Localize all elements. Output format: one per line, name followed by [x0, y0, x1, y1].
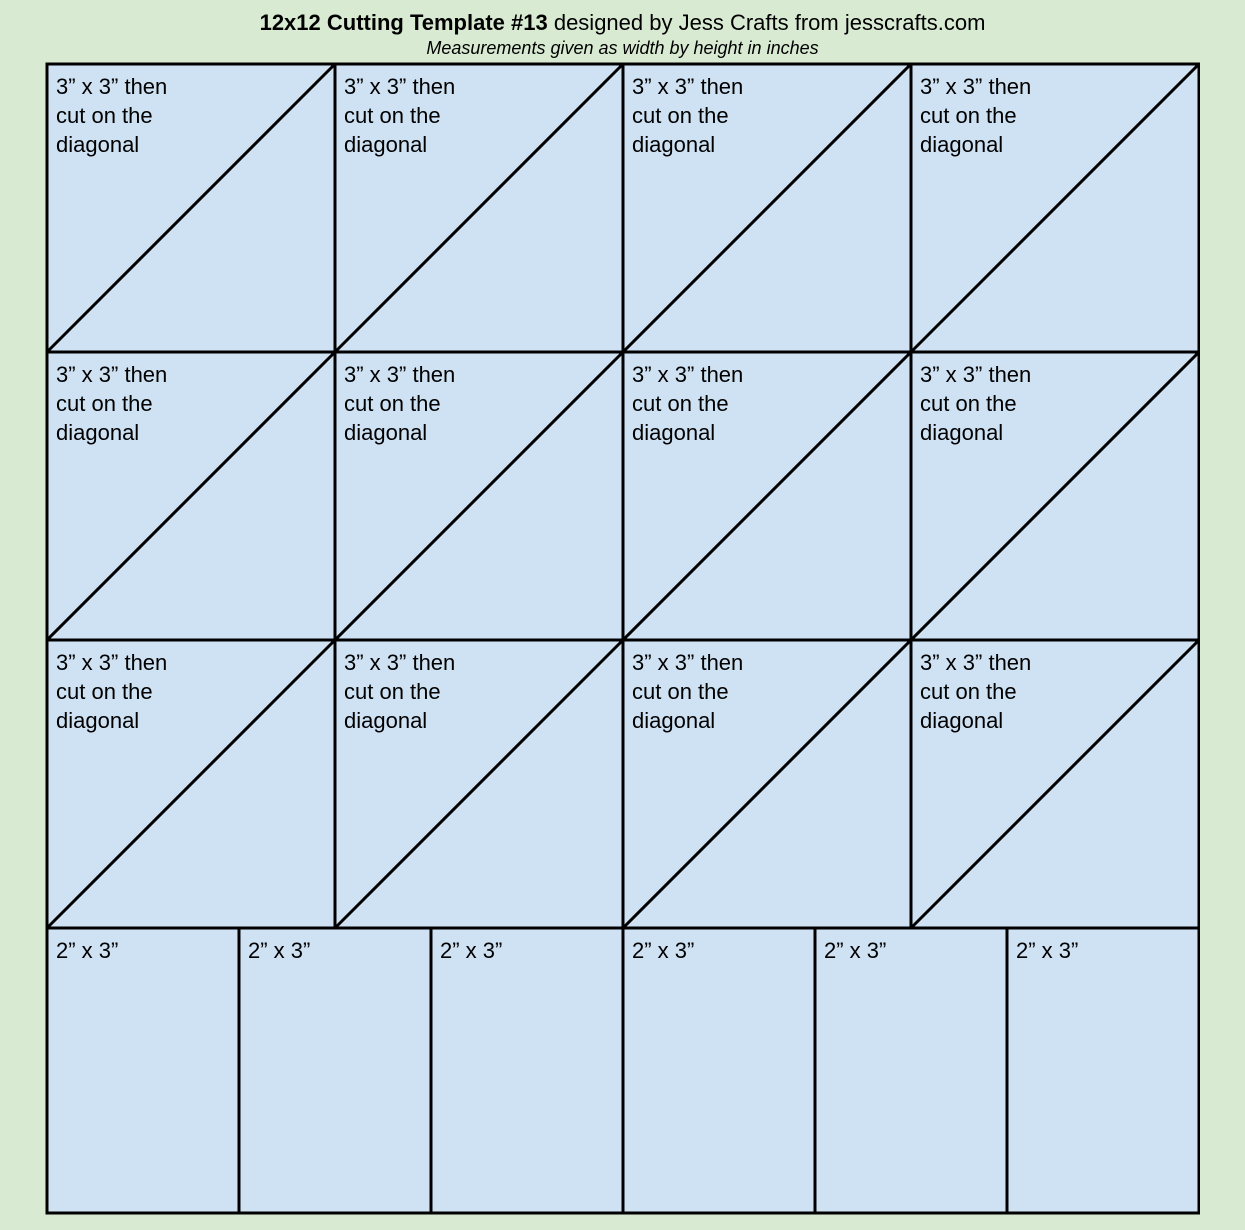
piece-label-line: cut on the	[56, 103, 153, 128]
piece-label-line: diagonal	[56, 132, 140, 157]
piece-label-line: 3” x 3” then	[920, 74, 1032, 99]
rectangle-piece	[47, 928, 239, 1213]
piece-label	[632, 360, 743, 447]
piece-label-line: 3” x 3” then	[920, 650, 1032, 675]
piece-label: 2” x 3”	[248, 938, 311, 963]
piece-label-line: cut on the	[344, 103, 441, 128]
piece-label-line: diagonal	[632, 708, 716, 733]
piece-label-line: diagonal	[56, 420, 140, 445]
piece-label: 2” x 3”	[632, 938, 695, 963]
piece-label-line: 3” x 3” then	[632, 362, 744, 387]
piece-label: 2” x 3”	[440, 938, 503, 963]
piece-label-line: diagonal	[632, 420, 716, 445]
piece-label-line: diagonal	[920, 420, 1004, 445]
piece-label-line: 3” x 3” then	[344, 362, 456, 387]
piece-label-line: 3” x 3” then	[56, 650, 168, 675]
piece-label-line: cut on the	[56, 679, 153, 704]
piece-label-line: cut on the	[632, 391, 729, 416]
title-rest: designed by Jess Crafts from jesscrafts.com	[547, 10, 986, 35]
piece-label-line: cut on the	[632, 679, 729, 704]
piece-label: 2” x 3”	[824, 938, 887, 963]
piece-label-line: cut on the	[344, 679, 441, 704]
piece-label	[344, 72, 455, 159]
rectangle-piece	[623, 928, 815, 1213]
piece-label-line: diagonal	[920, 132, 1004, 157]
page-subtitle: Measurements given as width by height in inches	[426, 38, 819, 58]
title-bold: 12x12 Cutting Template #13	[259, 10, 548, 35]
piece-label-line: 3” x 3” then	[344, 74, 456, 99]
piece-label	[632, 648, 743, 735]
piece-label-line: diagonal	[344, 420, 428, 445]
piece-label	[344, 360, 455, 447]
piece-label-line: cut on the	[920, 391, 1017, 416]
piece-label	[920, 360, 1031, 447]
piece-label	[56, 72, 167, 159]
rectangle-piece	[815, 928, 1007, 1213]
rectangle-piece	[239, 928, 431, 1213]
piece-label-line: diagonal	[344, 132, 428, 157]
page-title	[0, 10, 1245, 36]
piece-label	[632, 72, 743, 159]
cutting-template-board	[45, 62, 1200, 1215]
piece-label-line: cut on the	[920, 679, 1017, 704]
piece-label	[920, 72, 1031, 159]
piece-label-line: 3” x 3” then	[56, 74, 168, 99]
piece-label-line: diagonal	[56, 708, 140, 733]
piece-label-line: diagonal	[920, 708, 1004, 733]
piece-label: 2” x 3”	[56, 938, 119, 963]
piece-label-line: 3” x 3” then	[56, 362, 168, 387]
cutting-template-svg	[45, 62, 1200, 1215]
rectangle-piece	[431, 928, 623, 1213]
piece-label-line: 3” x 3” then	[632, 74, 744, 99]
piece-label-line: cut on the	[56, 391, 153, 416]
piece-label-line: diagonal	[632, 132, 716, 157]
piece-label	[56, 360, 167, 447]
piece-label-line: 3” x 3” then	[344, 650, 456, 675]
piece-label-line: cut on the	[632, 103, 729, 128]
piece-label-line: cut on the	[920, 103, 1017, 128]
piece-label	[56, 648, 167, 735]
piece-label: 2” x 3”	[1016, 938, 1079, 963]
piece-label-line: 3” x 3” then	[920, 362, 1032, 387]
piece-label-line: 3” x 3” then	[632, 650, 744, 675]
piece-label-line: cut on the	[344, 391, 441, 416]
piece-label	[344, 648, 455, 735]
piece-label-line: diagonal	[344, 708, 428, 733]
rectangle-piece	[1007, 928, 1199, 1213]
piece-label	[920, 648, 1031, 735]
